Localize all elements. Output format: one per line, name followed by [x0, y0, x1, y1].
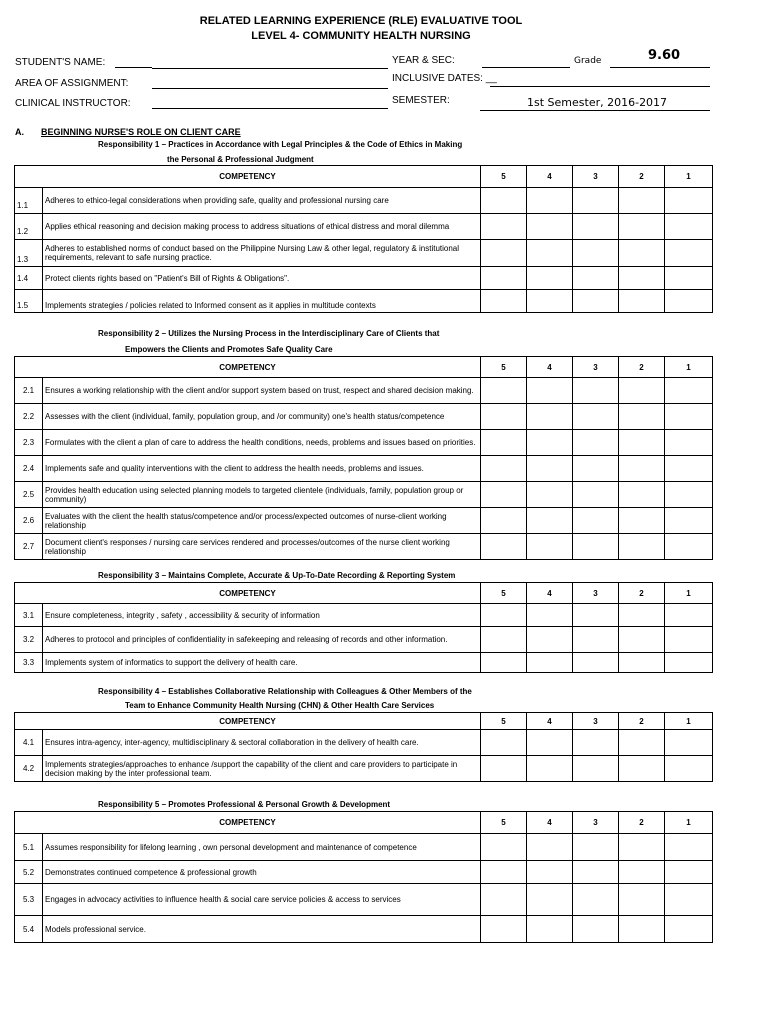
- score-2-header: 2: [619, 812, 665, 834]
- score-2-header: 2: [619, 166, 665, 188]
- table-row: [15, 653, 713, 673]
- score-cell-3[interactable]: [573, 404, 619, 430]
- score-2-header: 2: [619, 357, 665, 378]
- item-number: 3.2: [15, 627, 43, 653]
- table-row: [15, 430, 713, 456]
- score-cell-3[interactable]: [573, 456, 619, 482]
- clinical-instructor-field[interactable]: [152, 108, 388, 109]
- table-row: [15, 627, 713, 653]
- table-row: [15, 756, 713, 782]
- score-cell-5[interactable]: [481, 456, 527, 482]
- score-1-header: 1: [665, 166, 713, 188]
- score-4-header: 4: [527, 583, 573, 604]
- score-cell-2[interactable]: [619, 834, 665, 861]
- competency-table-2: [14, 356, 713, 560]
- table-header-row: [15, 357, 713, 378]
- score-cell-4[interactable]: [527, 756, 573, 782]
- score-cell-4[interactable]: [527, 834, 573, 861]
- score-cell-5[interactable]: [481, 267, 527, 290]
- score-cell-1[interactable]: [665, 884, 713, 916]
- table-row: [15, 214, 713, 240]
- responsibility-5-heading: Responsibility 5 – Promotes Professional & Personal Growth & Development: [98, 800, 391, 809]
- score-cell-3[interactable]: [573, 916, 619, 943]
- score-cell-2[interactable]: [619, 756, 665, 782]
- item-number: 2.3: [15, 430, 43, 456]
- item-text: Protect clients rights based on "Patient's Bill of Rights & Obligations".: [43, 267, 481, 290]
- score-cell-2[interactable]: [619, 430, 665, 456]
- score-cell-3[interactable]: [573, 482, 619, 508]
- score-cell-3[interactable]: [573, 834, 619, 861]
- score-cell-5[interactable]: [481, 730, 527, 756]
- competency-table-5: [14, 811, 713, 943]
- competency-table-4: [14, 712, 713, 782]
- table-row: [15, 534, 713, 560]
- score-cell-5[interactable]: [481, 378, 527, 404]
- score-5-header: 5: [481, 812, 527, 834]
- score-cell-2[interactable]: [619, 861, 665, 884]
- item-text: Evaluates with the client the health status/competence and/or process/expected outcomes of nurse-client working relationship: [43, 508, 481, 534]
- area-of-assignment-label: AREA OF ASSIGNMENT:: [15, 78, 129, 89]
- table-row: [15, 508, 713, 534]
- score-cell-2[interactable]: [619, 290, 665, 313]
- table-row: [15, 240, 713, 267]
- score-4-header: 4: [527, 713, 573, 730]
- competency-header: COMPETENCY: [15, 713, 481, 730]
- student-name-label: STUDENT'S NAME:: [15, 57, 106, 68]
- inclusive-dates-field[interactable]: [490, 86, 710, 87]
- table-row: [15, 456, 713, 482]
- grade-field[interactable]: [610, 67, 710, 68]
- table-row: [15, 604, 713, 627]
- score-cell-2[interactable]: [619, 916, 665, 943]
- score-cell-4[interactable]: [527, 604, 573, 627]
- score-cell-5[interactable]: [481, 508, 527, 534]
- score-cell-2[interactable]: [619, 884, 665, 916]
- score-cell-3[interactable]: [573, 756, 619, 782]
- score-cell-4[interactable]: [527, 884, 573, 916]
- score-cell-2[interactable]: [619, 730, 665, 756]
- item-text: Adheres to ethico-legal considerations when providing safe, quality and professional nursing care: [43, 188, 481, 214]
- item-text: Formulates with the client a plan of care to address the health conditions, needs, problems and issues based on priorities.: [43, 430, 481, 456]
- item-number: 1.5: [15, 290, 43, 313]
- score-cell-1[interactable]: [665, 861, 713, 884]
- score-4-header: 4: [527, 812, 573, 834]
- score-5-header: 5: [481, 357, 527, 378]
- table-row: [15, 861, 713, 884]
- item-number: 2.2: [15, 404, 43, 430]
- score-cell-1[interactable]: [665, 508, 713, 534]
- score-cell-4[interactable]: [527, 508, 573, 534]
- student-name-field[interactable]: [115, 67, 152, 68]
- score-cell-3[interactable]: [573, 214, 619, 240]
- grade-label: Grade: [574, 56, 602, 66]
- score-cell-3[interactable]: [573, 604, 619, 627]
- score-cell-3[interactable]: [573, 627, 619, 653]
- score-3-header: 3: [573, 583, 619, 604]
- score-4-header: 4: [527, 357, 573, 378]
- table-header-row: [15, 166, 713, 188]
- area-of-assignment-field[interactable]: [152, 88, 388, 89]
- score-5-header: 5: [481, 713, 527, 730]
- score-cell-5[interactable]: [481, 834, 527, 861]
- score-cell-4[interactable]: [527, 482, 573, 508]
- competency-table-1: [14, 165, 713, 313]
- table-row: [15, 267, 713, 290]
- score-cell-1[interactable]: [665, 290, 713, 313]
- score-cell-4[interactable]: [527, 430, 573, 456]
- item-text: Implements strategies/approaches to enhance /support the capability of the client and care providers to participate in decision making by the inter professional team.: [43, 756, 481, 782]
- score-cell-3[interactable]: [573, 508, 619, 534]
- score-cell-4[interactable]: [527, 534, 573, 560]
- score-cell-4[interactable]: [527, 456, 573, 482]
- score-cell-5[interactable]: [481, 534, 527, 560]
- table-row: [15, 188, 713, 214]
- score-cell-5[interactable]: [481, 627, 527, 653]
- item-number: 2.7: [15, 534, 43, 560]
- score-cell-1[interactable]: [665, 534, 713, 560]
- item-text: Provides health education using selected planning models to targeted clientele (individuals, family, population group or community): [43, 482, 481, 508]
- student-name-field-extension[interactable]: [152, 68, 388, 69]
- score-cell-5[interactable]: [481, 604, 527, 627]
- table-header-row: [15, 812, 713, 834]
- score-cell-1[interactable]: [665, 404, 713, 430]
- score-cell-2[interactable]: [619, 534, 665, 560]
- score-cell-2[interactable]: [619, 267, 665, 290]
- score-cell-4[interactable]: [527, 861, 573, 884]
- competency-header: COMPETENCY: [15, 357, 481, 378]
- responsibility-1-heading-cont: the Personal & Professional Judgment: [167, 155, 314, 164]
- score-cell-2[interactable]: [619, 188, 665, 214]
- score-cell-4[interactable]: [527, 290, 573, 313]
- score-cell-5[interactable]: [481, 290, 527, 313]
- score-cell-1[interactable]: [665, 214, 713, 240]
- score-cell-5[interactable]: [481, 214, 527, 240]
- score-cell-1[interactable]: [665, 916, 713, 943]
- score-cell-1[interactable]: [665, 653, 713, 673]
- grade-value: 9.60: [648, 48, 681, 63]
- score-cell-5[interactable]: [481, 430, 527, 456]
- item-text: Engages in advocacy activities to influence health & social care service policies & access to services: [43, 884, 481, 916]
- semester-label: SEMESTER:: [392, 95, 450, 106]
- score-cell-5[interactable]: [481, 653, 527, 673]
- table-row: [15, 404, 713, 430]
- item-number: 5.1: [15, 834, 43, 861]
- score-cell-5[interactable]: [481, 482, 527, 508]
- score-4-header: 4: [527, 166, 573, 188]
- form-title: RELATED LEARNING EXPERIENCE (RLE) EVALUATIVE TOOL: [199, 15, 523, 27]
- item-text: Adheres to protocol and principles of confidentiality in safekeeping and releasing of records and other information.: [43, 627, 481, 653]
- item-text: Implements strategies / policies related to Informed consent as it applies in multitude contexts: [43, 290, 481, 313]
- responsibility-3-heading: Responsibility 3 – Maintains Complete, Accurate & Up-To-Date Recording & Reporting System: [98, 571, 456, 580]
- item-number: 4.1: [15, 730, 43, 756]
- score-cell-3[interactable]: [573, 378, 619, 404]
- item-number: 5.3: [15, 884, 43, 916]
- score-cell-5[interactable]: [481, 916, 527, 943]
- score-cell-2[interactable]: [619, 456, 665, 482]
- section-letter: A.: [15, 127, 24, 137]
- score-cell-1[interactable]: [665, 834, 713, 861]
- score-cell-4[interactable]: [527, 267, 573, 290]
- score-cell-3[interactable]: [573, 534, 619, 560]
- score-cell-4[interactable]: [527, 404, 573, 430]
- score-2-header: 2: [619, 583, 665, 604]
- score-cell-1[interactable]: [665, 240, 713, 267]
- score-3-header: 3: [573, 812, 619, 834]
- score-cell-2[interactable]: [619, 404, 665, 430]
- score-cell-5[interactable]: [481, 188, 527, 214]
- item-number: 1.4: [15, 267, 43, 290]
- score-3-header: 3: [573, 166, 619, 188]
- score-5-header: 5: [481, 583, 527, 604]
- score-cell-3[interactable]: [573, 861, 619, 884]
- item-text: Ensures a working relationship with the client and/or support system based on trust, respect and shared decision making.: [43, 378, 481, 404]
- item-text: Assumes responsibility for lifelong learning , own personal development and maintenance of competence: [43, 834, 481, 861]
- score-cell-3[interactable]: [573, 290, 619, 313]
- score-cell-5[interactable]: [481, 756, 527, 782]
- score-cell-2[interactable]: [619, 240, 665, 267]
- item-number: 2.6: [15, 508, 43, 534]
- semester-value: 1st Semester, 2016-2017: [527, 96, 668, 109]
- score-cell-5[interactable]: [481, 884, 527, 916]
- score-cell-5[interactable]: [481, 861, 527, 884]
- item-number: 2.1: [15, 378, 43, 404]
- item-number: 4.2: [15, 756, 43, 782]
- table-row: [15, 730, 713, 756]
- item-number: 1.3: [15, 240, 43, 267]
- score-cell-3[interactable]: [573, 430, 619, 456]
- score-cell-3[interactable]: [573, 884, 619, 916]
- score-1-header: 1: [665, 583, 713, 604]
- score-cell-4[interactable]: [527, 627, 573, 653]
- score-cell-1[interactable]: [665, 627, 713, 653]
- item-number: 5.2: [15, 861, 43, 884]
- item-text: Adheres to established norms of conduct based on the Philippine Nursing Law & other legal, regulatory & institutional requirements, relevant to safe nursing practice.: [43, 240, 481, 267]
- competency-table-3: [14, 582, 713, 673]
- score-cell-1[interactable]: [665, 456, 713, 482]
- score-cell-4[interactable]: [527, 188, 573, 214]
- competency-header: COMPETENCY: [15, 583, 481, 604]
- score-cell-2[interactable]: [619, 214, 665, 240]
- table-row: [15, 834, 713, 861]
- score-cell-4[interactable]: [527, 240, 573, 267]
- item-number: 1.1: [15, 188, 43, 214]
- section-title: BEGINNING NURSE'S ROLE ON CLIENT CARE: [41, 127, 241, 137]
- score-cell-1[interactable]: [665, 430, 713, 456]
- score-3-header: 3: [573, 357, 619, 378]
- item-text: Document client's responses / nursing care services rendered and processes/outcomes of the nurse client working relationship: [43, 534, 481, 560]
- table-row: [15, 916, 713, 943]
- table-row: [15, 378, 713, 404]
- score-cell-2[interactable]: [619, 604, 665, 627]
- table-header-row: [15, 583, 713, 604]
- score-3-header: 3: [573, 713, 619, 730]
- score-cell-5[interactable]: [481, 404, 527, 430]
- score-cell-1[interactable]: [665, 267, 713, 290]
- score-cell-2[interactable]: [619, 378, 665, 404]
- inclusive-dates-label: INCLUSIVE DATES: __: [392, 73, 497, 84]
- item-text: Implements safe and quality interventions with the client to address the health needs, problems and issues.: [43, 456, 481, 482]
- year-sec-label: YEAR & SEC:: [392, 55, 455, 66]
- score-1-header: 1: [665, 713, 713, 730]
- score-cell-4[interactable]: [527, 378, 573, 404]
- item-text: Models professional service.: [43, 916, 481, 943]
- score-cell-4[interactable]: [527, 730, 573, 756]
- responsibility-2-heading-cont: Empowers the Clients and Promotes Safe Quality Care: [125, 345, 333, 354]
- year-sec-field[interactable]: [482, 67, 570, 68]
- score-cell-2[interactable]: [619, 627, 665, 653]
- item-number: 2.5: [15, 482, 43, 508]
- score-cell-3[interactable]: [573, 240, 619, 267]
- competency-header: COMPETENCY: [15, 166, 481, 188]
- item-number: 1.2: [15, 214, 43, 240]
- score-1-header: 1: [665, 812, 713, 834]
- score-cell-4[interactable]: [527, 653, 573, 673]
- score-cell-1[interactable]: [665, 378, 713, 404]
- score-1-header: 1: [665, 357, 713, 378]
- score-5-header: 5: [481, 166, 527, 188]
- table-row: [15, 482, 713, 508]
- score-cell-1[interactable]: [665, 188, 713, 214]
- score-cell-1[interactable]: [665, 756, 713, 782]
- responsibility-4-heading-cont: Team to Enhance Community Health Nursing (CHN) & Other Health Care Services: [125, 701, 435, 710]
- form-subtitle: LEVEL 4- COMMUNITY HEALTH NURSING: [251, 30, 471, 42]
- score-2-header: 2: [619, 713, 665, 730]
- item-text: Applies ethical reasoning and decision making process to address situations of ethical distress and moral dilemma: [43, 214, 481, 240]
- item-number: 3.3: [15, 653, 43, 673]
- clinical-instructor-label: CLINICAL INSTRUCTOR:: [15, 98, 131, 109]
- table-row: [15, 884, 713, 916]
- score-cell-2[interactable]: [619, 653, 665, 673]
- score-cell-3[interactable]: [573, 267, 619, 290]
- item-number: 3.1: [15, 604, 43, 627]
- score-cell-4[interactable]: [527, 214, 573, 240]
- semester-field[interactable]: [480, 110, 710, 111]
- item-text: Assesses with the client (individual, family, population group, and /or community) one's health status/competence: [43, 404, 481, 430]
- item-number: 2.4: [15, 456, 43, 482]
- score-cell-2[interactable]: [619, 508, 665, 534]
- score-cell-5[interactable]: [481, 240, 527, 267]
- score-cell-3[interactable]: [573, 653, 619, 673]
- item-text: Ensures intra-agency, inter-agency, multidisciplinary & sectoral collaboration in the delivery of health care.: [43, 730, 481, 756]
- score-cell-2[interactable]: [619, 482, 665, 508]
- score-cell-4[interactable]: [527, 916, 573, 943]
- competency-header: COMPETENCY: [15, 812, 481, 834]
- table-row: [15, 290, 713, 313]
- score-cell-3[interactable]: [573, 188, 619, 214]
- item-text: Implements system of informatics to support the delivery of health care.: [43, 653, 481, 673]
- score-cell-1[interactable]: [665, 730, 713, 756]
- score-cell-1[interactable]: [665, 604, 713, 627]
- item-text: Ensure completeness, integrity , safety , accessibility & security of information: [43, 604, 481, 627]
- responsibility-1-heading: Responsibility 1 – Practices in Accordance with Legal Principles & the Code of Ethics in Making: [98, 140, 463, 149]
- score-cell-1[interactable]: [665, 482, 713, 508]
- score-cell-3[interactable]: [573, 730, 619, 756]
- item-text: Demonstrates continued competence & professional growth: [43, 861, 481, 884]
- responsibility-4-heading: Responsibility 4 – Establishes Collaborative Relationship with Colleagues & Other Members of the: [98, 687, 472, 696]
- table-header-row: [15, 713, 713, 730]
- item-number: 5.4: [15, 916, 43, 943]
- responsibility-2-heading: Responsibility 2 – Utilizes the Nursing Process in the Interdisciplinary Care of Clients that: [98, 329, 440, 338]
